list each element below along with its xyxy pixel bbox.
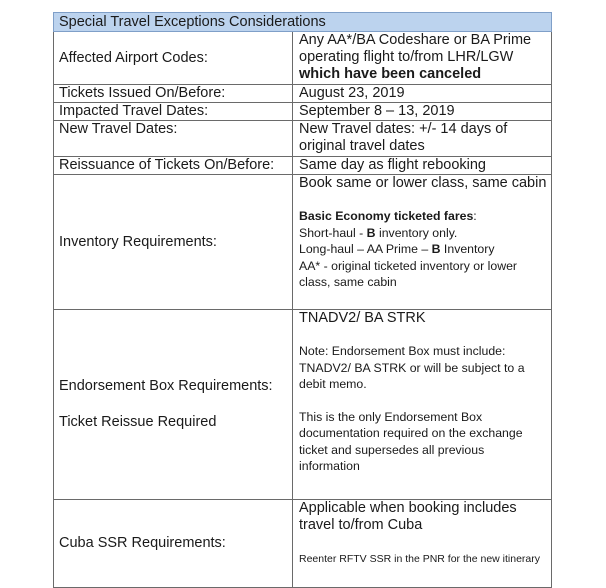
airports-value-bold: which have been canceled (299, 66, 482, 82)
travel-exceptions-table (53, 12, 552, 588)
table-header-row (54, 13, 552, 32)
row-label-endorsement (54, 310, 293, 500)
row-label-inventory: Inventory Requirements: (54, 175, 293, 310)
short-haul-text: Short-haul - (299, 225, 367, 240)
cuba-value: Applicable when booking includes travel to/from Cuba (299, 500, 517, 533)
row-value-new-dates: New Travel dates: +/- 14 days of original travel dates (293, 121, 552, 157)
short-haul-line (299, 225, 547, 242)
row-label-impacted: Impacted Travel Dates: (54, 103, 293, 121)
row-value-reissue: Same day as flight rebooking (293, 157, 552, 175)
table-row-issued (54, 85, 552, 103)
endorsement-only-note: This is the only Endorsement Box documentation required on the exchange ticket and supersedes all previous information (299, 409, 523, 473)
row-value-endorsement (293, 310, 552, 500)
endorsement-value: TNADV2/ BA STRK (299, 310, 426, 326)
endorsement-label: Endorsement Box Requirements: (59, 378, 273, 394)
row-label-issued: Tickets Issued On/Before: (54, 85, 293, 103)
table-row-new-dates (54, 121, 552, 157)
basic-economy-colon: : (473, 209, 477, 223)
basic-economy-bold: Basic Economy ticketed fares (299, 209, 474, 223)
table-row-impacted (54, 103, 552, 121)
row-value-inventory (293, 175, 552, 310)
row-label-airports: Affected Airport Codes: (54, 32, 293, 85)
long-haul-text: Long-haul – AA Prime – (299, 242, 432, 256)
endorsement-note: Note: Endorsement Box must include: TNADV2/ BA STRK or will be subject to a debit memo. (299, 344, 525, 391)
long-haul-line (299, 241, 547, 258)
table-row-endorsement (54, 310, 552, 500)
row-label-new-dates: New Travel Dates: (54, 121, 293, 157)
short-haul-text-end: inventory only. (375, 225, 458, 240)
table-row-reissue (54, 157, 552, 175)
row-value-issued: August 23, 2019 (293, 85, 552, 103)
table-title: Special Travel Exceptions Considerations (54, 13, 552, 32)
inventory-value: Book same or lower class, same cabin (299, 175, 547, 191)
row-value-airports (293, 32, 552, 85)
row-label-cuba: Cuba SSR Requirements: (54, 500, 293, 588)
basic-economy-line (299, 208, 547, 225)
row-value-impacted: September 8 – 13, 2019 (293, 103, 552, 121)
table-row-inventory (54, 175, 552, 310)
aa-inventory-line: AA* - original ticketed inventory or lower class, same cabin (299, 258, 518, 289)
long-haul-text-end: Inventory (440, 242, 495, 256)
airports-value: Any AA*/BA Codeshare or BA Prime operating flight to/from LHR/LGW (299, 32, 532, 65)
table-row-airports (54, 32, 552, 85)
cuba-reenter-note: Reenter RFTV SSR in the PNR for the new itinerary (299, 553, 541, 565)
ticket-reissue-label: Ticket Reissue Required (59, 414, 217, 430)
table-row-cuba (54, 500, 552, 588)
row-value-cuba (293, 500, 552, 588)
long-haul-bold: B (431, 242, 441, 256)
row-label-reissue: Reissuance of Tickets On/Before: (54, 157, 293, 175)
short-haul-bold: B (366, 225, 376, 240)
